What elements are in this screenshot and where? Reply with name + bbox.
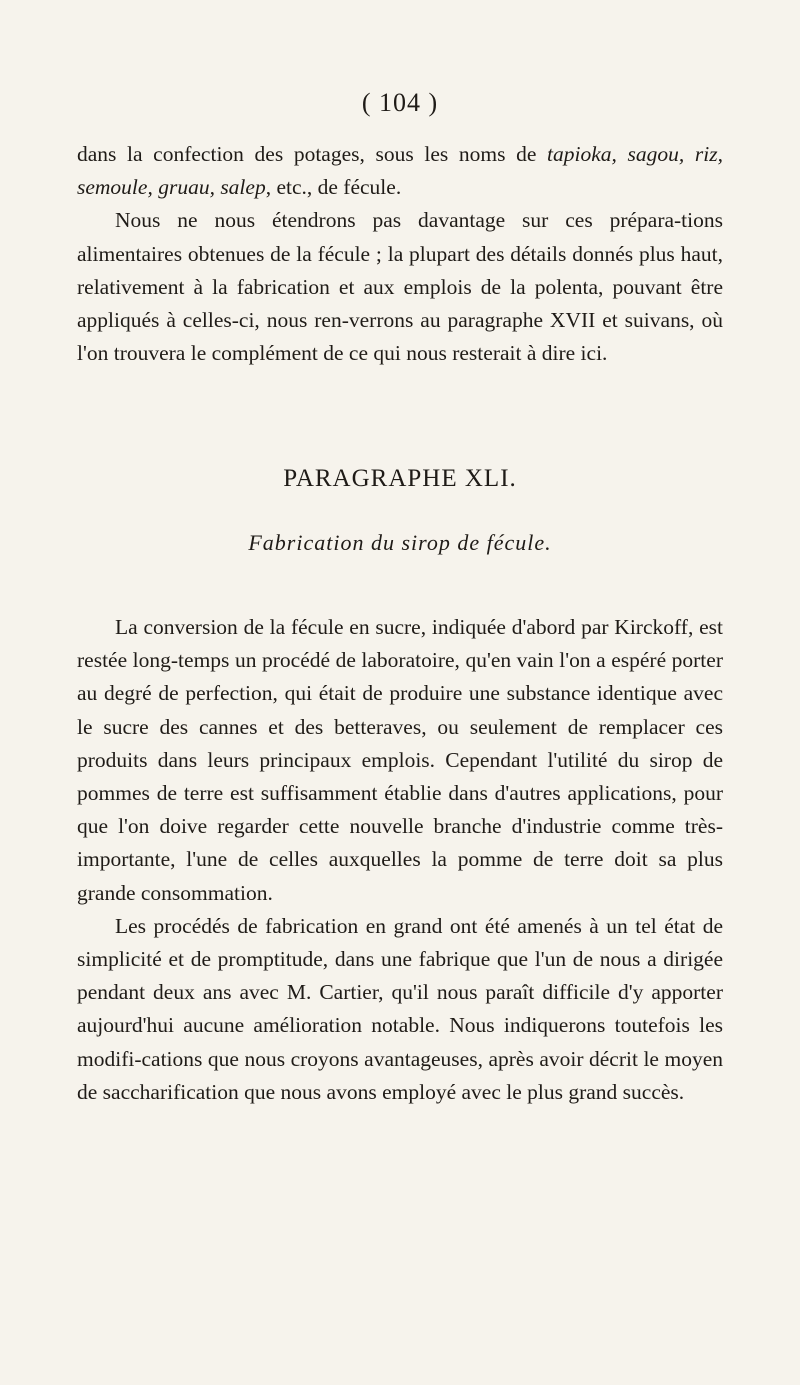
intro-paragraph-1-lead: dans la confection des potages, sous les noms de — [77, 142, 548, 166]
body-paragraph-2: Les procédés de fabrication en grand ont été amenés à un tel état de simplicité et de promptitude, dans une fabrique que l'un de nous a dirigée pendant deux ans avec M. Cartier, qu'il nous paraît difficile d'y apporter aujourd'hui aucune amélioration notable. Nous indiquerons toutefois les modifi-cations que nous croyons avantageuses, après avoir décrit le moyen de saccharification que nous avons employé avec le plus grand succès. — [77, 913, 723, 1104]
section-heading: PARAGRAPHE XLI. — [283, 465, 517, 492]
intro-paragraph-1-tail: , etc., de fécule. — [265, 175, 402, 200]
intro-text — [77, 138, 723, 370]
section-subtitle: Fabrication du sirop de fécule. — [248, 530, 552, 555]
body-paragraph-1: La conversion de la fécule en sucre, indiquée d'abord par Kirckoff, est restée long-temps un procédé de laboratoire, qu'en vain l'on a espéré porter au degré de perfection, qui était de produire une substance identique avec le sucre des cannes et des betteraves, ou seulement de remplacer ces produits dans leurs principaux emplois. Cependant l'utilité du sirop de pommes de terre est suffisamment établie dans d'autres applications, pour que l'on doive regarder cette nouvelle branche d'industrie comme très-importante, l'une de celles auxquelles la pomme de terre doit sa plus grande consommation. — [77, 615, 723, 905]
intro-paragraph-1 — [77, 138, 723, 204]
section-body — [77, 611, 723, 1109]
intro-paragraph-2: Nous ne nous étendrons pas davantage sur ces prépara-tions alimentaires obtenues de la fécule ; la plupart des détails donnés plus haut, relativement à la fabrication et aux emplois de la polenta, pouvant être appliqués à celles-ci, nous ren-verrons au paragraphe XVII et suivans, où l'on trouvera le complément de ce qui nous resterait à dire ici. — [77, 208, 723, 366]
intro-paragraph-1-terms: tapioka, sagou, riz, semoule, gruau, salep — [77, 142, 723, 200]
page-number: ( 104 ) — [361, 88, 439, 117]
